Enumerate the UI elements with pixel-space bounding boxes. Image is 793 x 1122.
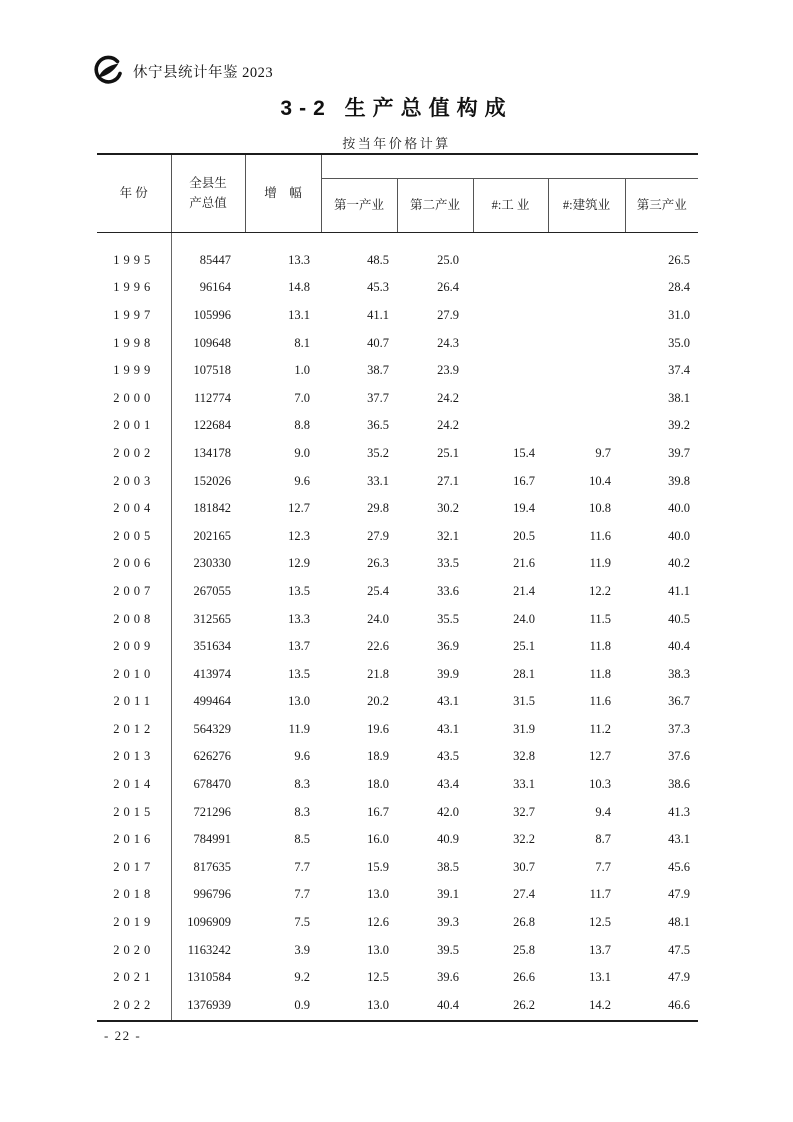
industry-cell: 15.4 [513,445,535,460]
gdp-cell: 564329 [193,721,231,736]
table-row [97,992,698,1021]
year-cell: 1996 [97,274,171,302]
primary-cell: 48.5 [367,252,389,267]
year-cell: 2001 [97,412,171,440]
secondary-cell: 42.0 [437,804,459,819]
yearbook-title: 休宁县统计年鉴 2023 [133,64,274,81]
secondary-cell: 33.5 [437,556,459,571]
table-row [97,716,698,744]
primary-cell: 25.4 [367,583,389,598]
gdp-cell: 1096909 [187,915,231,930]
col-header-gdp-line2: 产总值 [189,195,227,210]
primary-cell: 26.3 [367,556,389,571]
secondary-cell: 43.1 [437,694,459,709]
secondary-cell: 39.6 [437,970,459,985]
tertiary-cell: 47.9 [668,887,691,902]
gdp-cell: 96164 [199,280,231,295]
industry-cell: 32.7 [513,804,535,819]
gdp-cell: 85447 [199,252,231,267]
secondary-cell: 38.5 [437,859,459,874]
gdp-cell: 202165 [193,528,231,543]
tertiary-cell: 46.6 [668,998,691,1013]
secondary-cell: 43.1 [437,721,459,736]
growth-cell: 9.6 [294,473,310,488]
tertiary-cell: 47.5 [668,942,691,957]
industry-cell [473,302,548,330]
growth-cell: 3.9 [294,942,310,957]
gdp-cell: 134178 [193,445,231,460]
construction-cell: 12.5 [589,915,611,930]
growth-cell: 8.3 [294,777,310,792]
industry-cell [473,247,548,275]
col-header-construction: #:建筑业 [548,179,625,233]
secondary-cell: 30.2 [437,501,459,516]
table-row [97,412,698,440]
secondary-cell: 24.2 [437,418,459,433]
primary-cell: 13.0 [367,998,389,1013]
industry-cell: 24.0 [513,611,535,626]
yearbook-logo-icon [90,54,124,88]
construction-cell [548,247,625,275]
tertiary-cell: 31.0 [668,307,691,322]
tertiary-cell: 39.7 [668,445,691,460]
year-cell: 1998 [97,329,171,357]
gdp-cell: 996796 [193,887,231,902]
growth-cell: 12.7 [288,501,310,516]
table-row [97,495,698,523]
table-row [97,660,698,688]
construction-cell: 13.1 [589,970,611,985]
col-header-primary-industry: 第一产业 [321,179,397,233]
primary-cell: 33.1 [367,473,389,488]
growth-cell: 13.5 [288,666,310,681]
primary-cell: 19.6 [367,721,389,736]
industry-cell [473,412,548,440]
industry-cell: 32.2 [513,832,535,847]
table-row [97,247,698,275]
year-cell: 2018 [97,881,171,909]
tertiary-cell: 39.8 [668,473,691,488]
gdp-cell: 181842 [193,501,231,516]
tertiary-cell: 40.0 [668,501,691,516]
construction-cell: 11.8 [589,666,611,681]
gdp-composition-table [97,153,698,1022]
growth-cell: 8.3 [294,804,310,819]
tertiary-cell: 40.0 [668,528,691,543]
gdp-cell: 230330 [193,556,231,571]
secondary-cell: 39.9 [437,666,459,681]
col-header-secondary-industry: 第二产业 [397,179,473,233]
primary-cell: 37.7 [367,390,389,405]
construction-cell [548,412,625,440]
table-row [97,329,698,357]
year-cell: 2020 [97,936,171,964]
industry-cell [473,329,548,357]
primary-cell: 16.7 [367,804,389,819]
table-row [97,302,698,330]
industry-cell: 16.7 [513,473,535,488]
construction-cell [548,274,625,302]
tertiary-cell: 38.1 [668,390,691,405]
col-header-gdp [171,154,245,233]
industry-cell: 27.4 [513,887,535,902]
industry-cell: 25.1 [513,639,535,654]
primary-cell: 38.7 [367,363,389,378]
construction-cell: 10.3 [589,777,611,792]
primary-cell: 35.2 [367,445,389,460]
year-cell: 2004 [97,495,171,523]
construction-cell: 9.7 [595,445,611,460]
table-row [97,467,698,495]
year-cell: 2015 [97,798,171,826]
col-header-gdp-line1: 全县生 [189,176,227,191]
primary-cell: 41.1 [367,307,389,322]
construction-cell [548,357,625,385]
col-header-industry: #:工 业 [473,179,548,233]
page-number: - 22 - [104,1028,142,1043]
year-cell: 2021 [97,964,171,992]
tertiary-cell: 41.1 [668,583,691,598]
primary-cell: 40.7 [367,335,389,350]
secondary-cell: 25.0 [437,252,459,267]
tertiary-cell: 41.3 [668,804,691,819]
primary-cell: 15.9 [367,859,389,874]
secondary-cell: 43.5 [437,749,459,764]
table-row [97,881,698,909]
tertiary-cell: 26.5 [668,252,691,267]
growth-cell: 14.8 [288,280,310,295]
secondary-cell: 25.1 [437,445,459,460]
gdp-cell: 413974 [193,666,231,681]
gdp-cell: 105996 [193,307,231,322]
growth-cell: 1.0 [294,363,310,378]
year-cell: 1999 [97,357,171,385]
year-cell: 2016 [97,826,171,854]
secondary-cell: 32.1 [437,528,459,543]
secondary-cell: 33.6 [437,583,459,598]
table-row [97,964,698,992]
year-cell: 2008 [97,605,171,633]
primary-cell: 12.5 [367,970,389,985]
growth-cell: 0.9 [294,998,310,1013]
tertiary-cell: 37.6 [668,749,691,764]
gdp-cell: 817635 [193,859,231,874]
tertiary-cell: 47.9 [668,970,691,985]
construction-cell: 11.7 [589,887,611,902]
primary-cell: 45.3 [367,280,389,295]
gdp-cell: 107518 [193,363,231,378]
table-row [97,936,698,964]
gdp-cell: 499464 [193,694,231,709]
primary-cell: 21.8 [367,666,389,681]
gdp-cell: 721296 [193,804,231,819]
growth-cell: 9.6 [294,749,310,764]
growth-cell: 8.8 [294,418,310,433]
construction-cell: 14.2 [589,998,611,1013]
col-group-header [321,154,698,179]
primary-cell: 24.0 [367,611,389,626]
year-cell: 2002 [97,440,171,468]
industry-cell: 28.1 [513,666,535,681]
construction-cell: 12.7 [589,749,611,764]
secondary-cell: 40.9 [437,832,459,847]
construction-cell: 7.7 [595,859,611,874]
primary-cell: 29.8 [367,501,389,516]
tertiary-cell: 40.2 [668,556,691,571]
gdp-cell: 312565 [193,611,231,626]
construction-cell: 13.7 [589,942,611,957]
table-row [97,771,698,799]
gdp-cell: 122684 [193,418,231,433]
tertiary-cell: 37.4 [668,363,691,378]
construction-cell: 11.8 [589,639,611,654]
table-body [97,233,698,1022]
primary-cell: 13.0 [367,942,389,957]
table-row [97,909,698,937]
industry-cell: 31.9 [513,721,535,736]
secondary-cell: 36.9 [437,639,459,654]
construction-cell: 11.6 [589,694,611,709]
tertiary-cell: 43.1 [668,832,691,847]
tertiary-cell: 38.6 [668,777,691,792]
tertiary-cell: 48.1 [668,915,691,930]
secondary-cell: 40.4 [437,998,459,1013]
table-row [97,384,698,412]
secondary-cell: 26.4 [437,280,459,295]
industry-cell: 19.4 [513,501,535,516]
table-row [97,826,698,854]
construction-cell [548,384,625,412]
industry-cell: 32.8 [513,749,535,764]
table-row [97,274,698,302]
primary-cell: 18.0 [367,777,389,792]
construction-cell: 11.9 [589,556,611,571]
primary-cell: 13.0 [367,887,389,902]
growth-cell: 13.1 [288,307,310,322]
year-cell: 2011 [97,688,171,716]
industry-cell: 31.5 [513,694,535,709]
tertiary-cell: 28.4 [668,280,691,295]
table-row [97,440,698,468]
year-cell: 2010 [97,660,171,688]
secondary-cell: 39.1 [437,887,459,902]
growth-cell: 11.9 [288,721,310,736]
primary-cell: 16.0 [367,832,389,847]
growth-cell: 13.0 [288,694,310,709]
table-row [97,522,698,550]
secondary-cell: 39.5 [437,942,459,957]
secondary-cell: 23.9 [437,363,459,378]
gdp-cell: 1376939 [187,998,231,1013]
industry-cell: 25.8 [513,942,535,957]
primary-cell: 22.6 [367,639,389,654]
industry-cell: 21.4 [513,583,535,598]
secondary-cell: 24.3 [437,335,459,350]
table-header [97,154,698,233]
construction-cell: 11.5 [589,611,611,626]
year-cell: 2013 [97,743,171,771]
year-cell: 2007 [97,578,171,606]
year-cell: 2019 [97,909,171,937]
table-row [97,357,698,385]
secondary-cell: 43.4 [437,777,459,792]
construction-cell: 12.2 [589,583,611,598]
construction-cell: 10.8 [589,501,611,516]
tertiary-cell: 40.4 [668,639,691,654]
year-cell: 2022 [97,992,171,1021]
growth-cell: 8.5 [294,832,310,847]
tertiary-cell: 37.3 [668,721,691,736]
industry-cell: 26.8 [513,915,535,930]
primary-cell: 18.9 [367,749,389,764]
growth-cell: 8.1 [294,335,310,350]
construction-cell: 11.6 [589,528,611,543]
secondary-cell: 39.3 [437,915,459,930]
industry-cell [473,384,548,412]
tertiary-cell: 36.7 [668,694,691,709]
industry-cell: 26.6 [513,970,535,985]
year-cell: 2009 [97,633,171,661]
col-header-growth: 增 幅 [245,154,321,233]
year-cell: 2014 [97,771,171,799]
year-cell: 2005 [97,522,171,550]
year-cell: 1995 [97,247,171,275]
gdp-cell: 678470 [193,777,231,792]
primary-cell: 27.9 [367,528,389,543]
growth-cell: 7.0 [294,390,310,405]
secondary-cell: 24.2 [437,390,459,405]
growth-cell: 12.9 [288,556,310,571]
col-header-tertiary-industry: 第三产业 [625,179,698,233]
table-row [97,743,698,771]
construction-cell [548,329,625,357]
tertiary-cell: 39.2 [668,418,691,433]
year-cell: 2000 [97,384,171,412]
growth-cell: 13.7 [288,639,310,654]
col-header-year: 年 份 [97,154,171,233]
industry-cell: 33.1 [513,777,535,792]
primary-cell: 12.6 [367,915,389,930]
gdp-cell: 267055 [193,583,231,598]
construction-cell: 11.2 [589,721,611,736]
table-title: 3-2 生产总值构成 [280,97,513,120]
tertiary-cell: 40.5 [668,611,691,626]
year-cell: 1997 [97,302,171,330]
tertiary-cell: 45.6 [668,859,691,874]
gdp-cell: 1310584 [187,970,231,985]
industry-cell: 21.6 [513,556,535,571]
gdp-cell: 152026 [193,473,231,488]
year-cell: 2006 [97,550,171,578]
growth-cell: 13.3 [288,252,310,267]
industry-cell: 20.5 [513,528,535,543]
table-row [97,798,698,826]
gdp-cell: 784991 [193,832,231,847]
table-subtitle: 按当年价格计算 [342,136,451,151]
growth-cell: 9.0 [294,445,310,460]
table-row [97,605,698,633]
gdp-cell: 109648 [193,335,231,350]
construction-cell [548,302,625,330]
industry-cell: 30.7 [513,859,535,874]
year-cell: 2003 [97,467,171,495]
construction-cell: 9.4 [595,804,611,819]
table-row [97,578,698,606]
growth-cell: 9.2 [294,970,310,985]
tertiary-cell: 38.3 [668,666,691,681]
secondary-cell: 27.1 [437,473,459,488]
gdp-cell: 351634 [193,639,231,654]
tertiary-cell: 35.0 [668,335,691,350]
construction-cell: 10.4 [589,473,611,488]
construction-cell: 8.7 [595,832,611,847]
table-row [97,633,698,661]
year-cell: 2017 [97,854,171,882]
growth-cell: 7.5 [294,915,310,930]
year-cell: 2012 [97,716,171,744]
industry-cell [473,274,548,302]
growth-cell: 13.3 [288,611,310,626]
secondary-cell: 35.5 [437,611,459,626]
industry-cell [473,357,548,385]
gdp-cell: 626276 [193,749,231,764]
gdp-cell: 112774 [193,390,231,405]
spacer-row [97,233,698,247]
growth-cell: 7.7 [294,887,310,902]
secondary-cell: 27.9 [437,307,459,322]
industry-cell: 26.2 [513,998,535,1013]
growth-cell: 7.7 [294,859,310,874]
table-row [97,854,698,882]
table-row [97,550,698,578]
running-header [90,54,273,88]
table-row [97,688,698,716]
primary-cell: 20.2 [367,694,389,709]
gdp-cell: 1163242 [187,942,231,957]
primary-cell: 36.5 [367,418,389,433]
growth-cell: 13.5 [288,583,310,598]
growth-cell: 12.3 [288,528,310,543]
